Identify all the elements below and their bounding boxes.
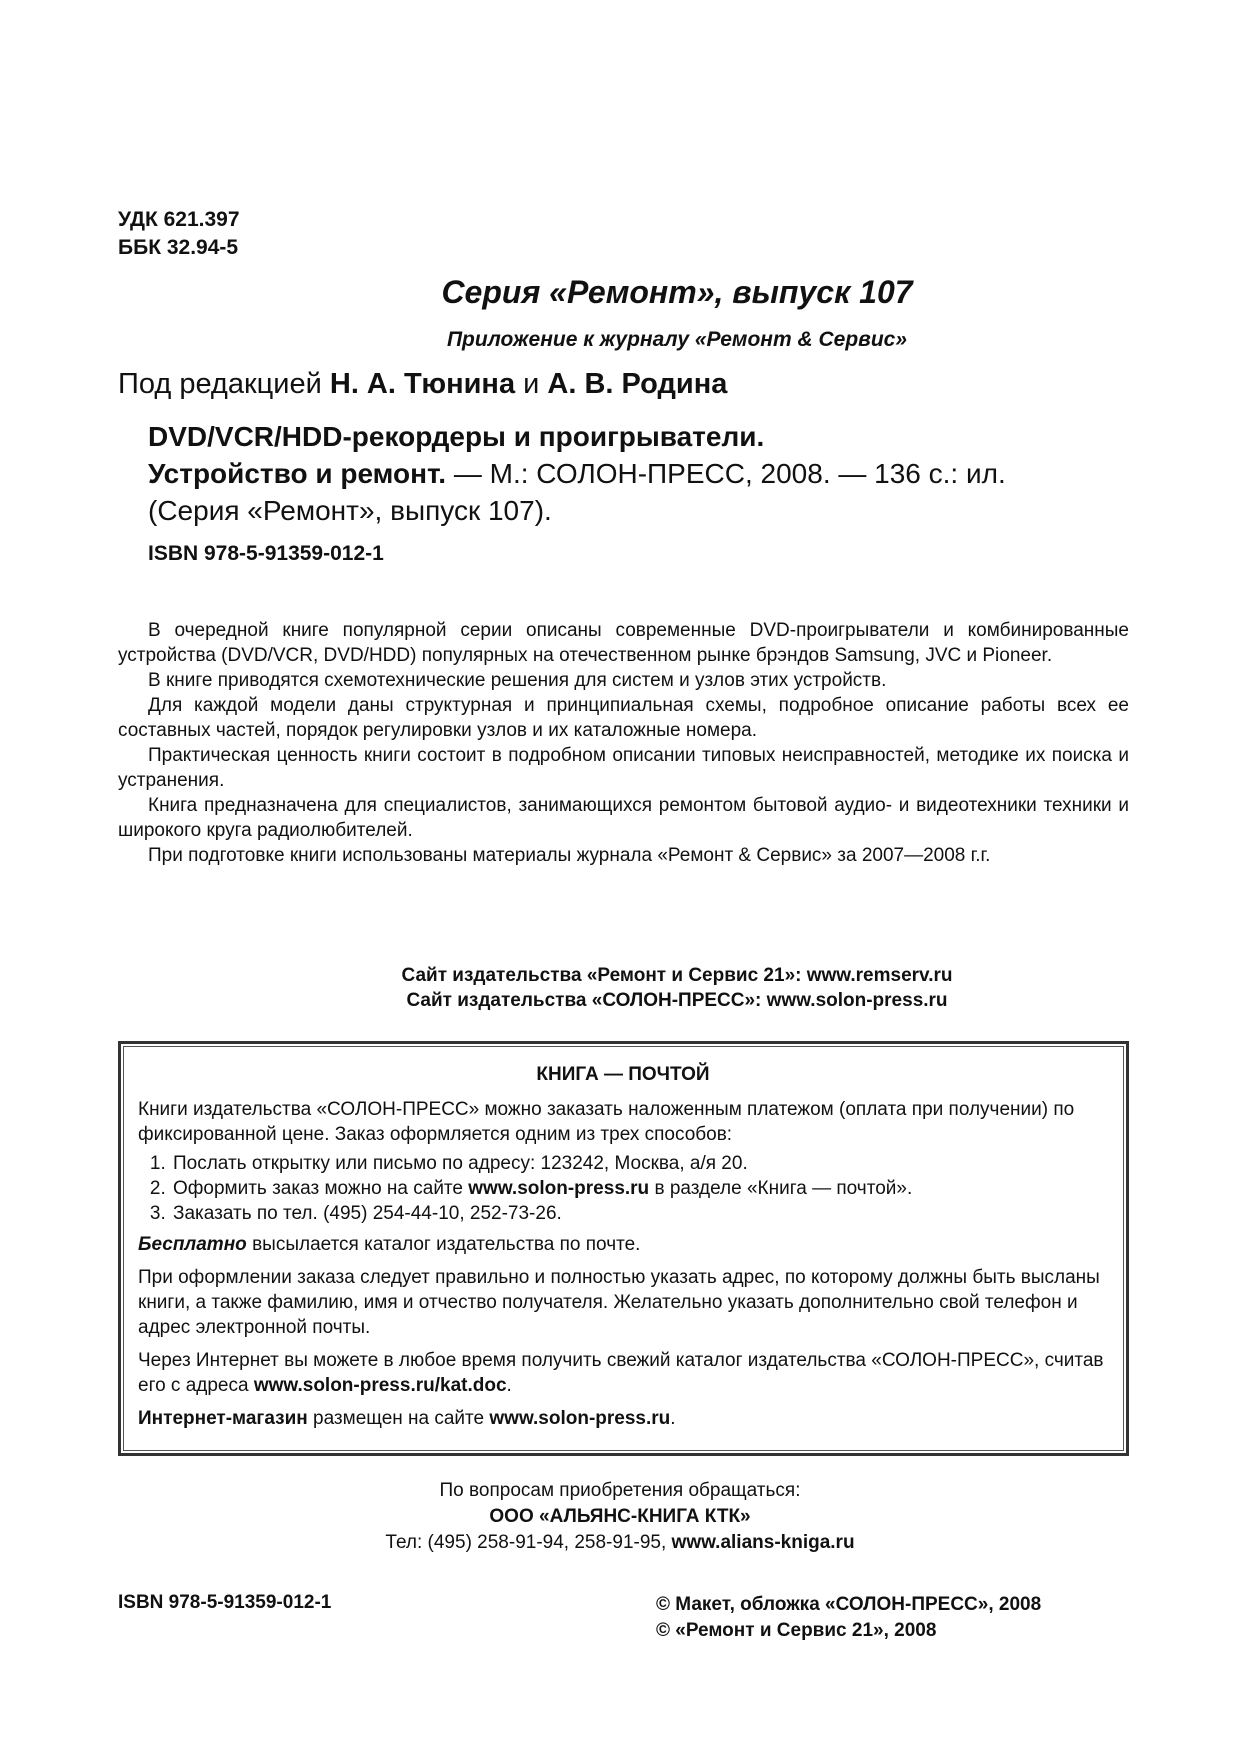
book-title-line1: DVD/VCR/HDD-рекордеры и проигрыватели. (148, 421, 765, 452)
editors-prefix: Под редакцией (118, 368, 322, 400)
mail-order-intro: Книги издательства «СОЛОН-ПРЕСС» можно заказать наложенным платежом (оплата при получении) по фиксированной цене. Заказ оформляется одним из трех способов: (138, 1099, 1075, 1145)
catalog-period: . (506, 1375, 512, 1396)
catalog-text: Через Интернет вы можете в любое время получить свежий каталог издательства «СОЛОН-ПРЕСС», считав его с адреса (138, 1350, 1104, 1396)
order-method-item: 1. Послать открытку или письмо по адресу: 123242, Москва, а/я 20. (171, 1151, 1108, 1176)
annotation-paragraph: При подготовке книги использованы материалы журнала «Ремонт & Сервис» за 2007—2008 г.г. (148, 845, 991, 866)
editors-conjunction: и (523, 368, 540, 400)
shop-period: . (670, 1408, 676, 1429)
book-series-note: (Серия «Ремонт», выпуск 107). (148, 495, 552, 526)
mail-order-box (118, 1041, 1129, 1456)
isbn-top: ISBN 978-5-91359-012-1 (148, 542, 384, 565)
site-line-solon: Сайт издательства «СОЛОН-ПРЕСС»: www.solon-press.ru (406, 990, 948, 1011)
free-label: Бесплатно (138, 1234, 247, 1255)
free-catalog-line (138, 1232, 1108, 1257)
annotation-paragraph: Книга предназначена для специалистов, занимающихся ремонтом бытовой аудио- и видеотехники техники и широкого круга радиолюбителей. (118, 795, 1129, 841)
classification-codes (118, 206, 240, 262)
editor-name-2: А. В. Родина (547, 368, 728, 400)
free-catalog-text: высылается каталог издательства по почте. (246, 1234, 641, 1255)
catalog-line (138, 1348, 1108, 1398)
copyright-line: © Макет, обложка «СОЛОН-ПРЕСС», 2008 (656, 1594, 1042, 1615)
contact-phone-row (0, 1530, 1240, 1556)
book-description (148, 418, 1148, 529)
catalog-link: www.solon-press.ru/kat.doc (253, 1375, 507, 1396)
bbk-code: ББК 32.94-5 (118, 236, 239, 259)
book-title-line2-row (148, 455, 1148, 492)
editors-line (118, 368, 727, 401)
mail-order-content (138, 1062, 1108, 1439)
series-title: Серия «Ремонт», выпуск 107 (441, 274, 913, 310)
mail-order-title: КНИГА — ПОЧТОЙ (536, 1064, 710, 1085)
contact-intro: По вопросам приобретения обращаться: (439, 1480, 801, 1501)
order-method-item (171, 1176, 1108, 1201)
shop-text: размещен на сайте (307, 1408, 490, 1429)
copyright-block (656, 1592, 1041, 1644)
order-methods-list (138, 1151, 1108, 1226)
order-method-item: 3. Заказать по тел. (495) 254-44-10, 252-73-26. (171, 1201, 1108, 1226)
book-imprint: — М.: СОЛОН-ПРЕСС, 2008. — 136 с.: ил. (446, 458, 1006, 489)
purchase-contact (0, 1478, 1240, 1556)
site-line-remserv: Сайт издательства «Ремонт и Сервис 21»: www.remserv.ru (401, 965, 953, 986)
order-method-text: в разделе «Книга — почтой». (649, 1178, 913, 1199)
annotation-paragraph: В очередной книге популярной серии описаны современные DVD-проигрыватели и комбинированные устройства (DVD/VCR, DVD/HDD) популярных на отечественном рынке брэндов Samsung, JVC и Pioneer. (118, 620, 1129, 666)
book-title-line2: Устройство и ремонт. (148, 458, 447, 489)
annotation-paragraph: В книге приводятся схемотехнические решения для систем и узлов этих устройств. (148, 670, 887, 691)
annotation (118, 618, 1129, 868)
contact-site: www.alians-kniga.ru (671, 1532, 855, 1553)
order-note: При оформлении заказа следует правильно и полностью указать адрес, по которому должны быть высланы книги, а также фамилию, имя и отчество получателя. Желательно указать дополнительно свой телефон и адрес электронной почты. (138, 1267, 1100, 1338)
order-method-text: Оформить заказ можно на сайте (173, 1178, 469, 1199)
udk-code: УДК 621.397 (118, 208, 240, 231)
publisher-sites (0, 963, 1240, 1013)
supplement-line: Приложение к журналу «Ремонт & Сервис» (446, 328, 908, 351)
isbn-bottom: ISBN 978-5-91359-012-1 (118, 1592, 332, 1613)
annotation-paragraph: Практическая ценность книги состоит в подробном описании типовых неисправностей, методике их поиска и устранения. (118, 745, 1129, 791)
contact-company: ООО «АЛЬЯНС-КНИГА КТК» (489, 1506, 751, 1527)
annotation-paragraph: Для каждой модели даны структурная и принципиальная схемы, подробное описание работы всех ее составных частей, порядок регулировки узлов и их каталожные номера. (118, 695, 1129, 741)
shop-line (138, 1406, 1108, 1431)
copyright-line: © «Ремонт и Сервис 21», 2008 (656, 1620, 937, 1641)
editor-name-1: Н. А. Тюнина (329, 368, 516, 400)
shop-link: www.solon-press.ru (489, 1408, 671, 1429)
solon-site-link: www.solon-press.ru (468, 1178, 650, 1199)
contact-phone: Тел: (495) 258-91-94, 258-91-95, (385, 1532, 672, 1553)
shop-label: Интернет-магазин (138, 1408, 308, 1429)
